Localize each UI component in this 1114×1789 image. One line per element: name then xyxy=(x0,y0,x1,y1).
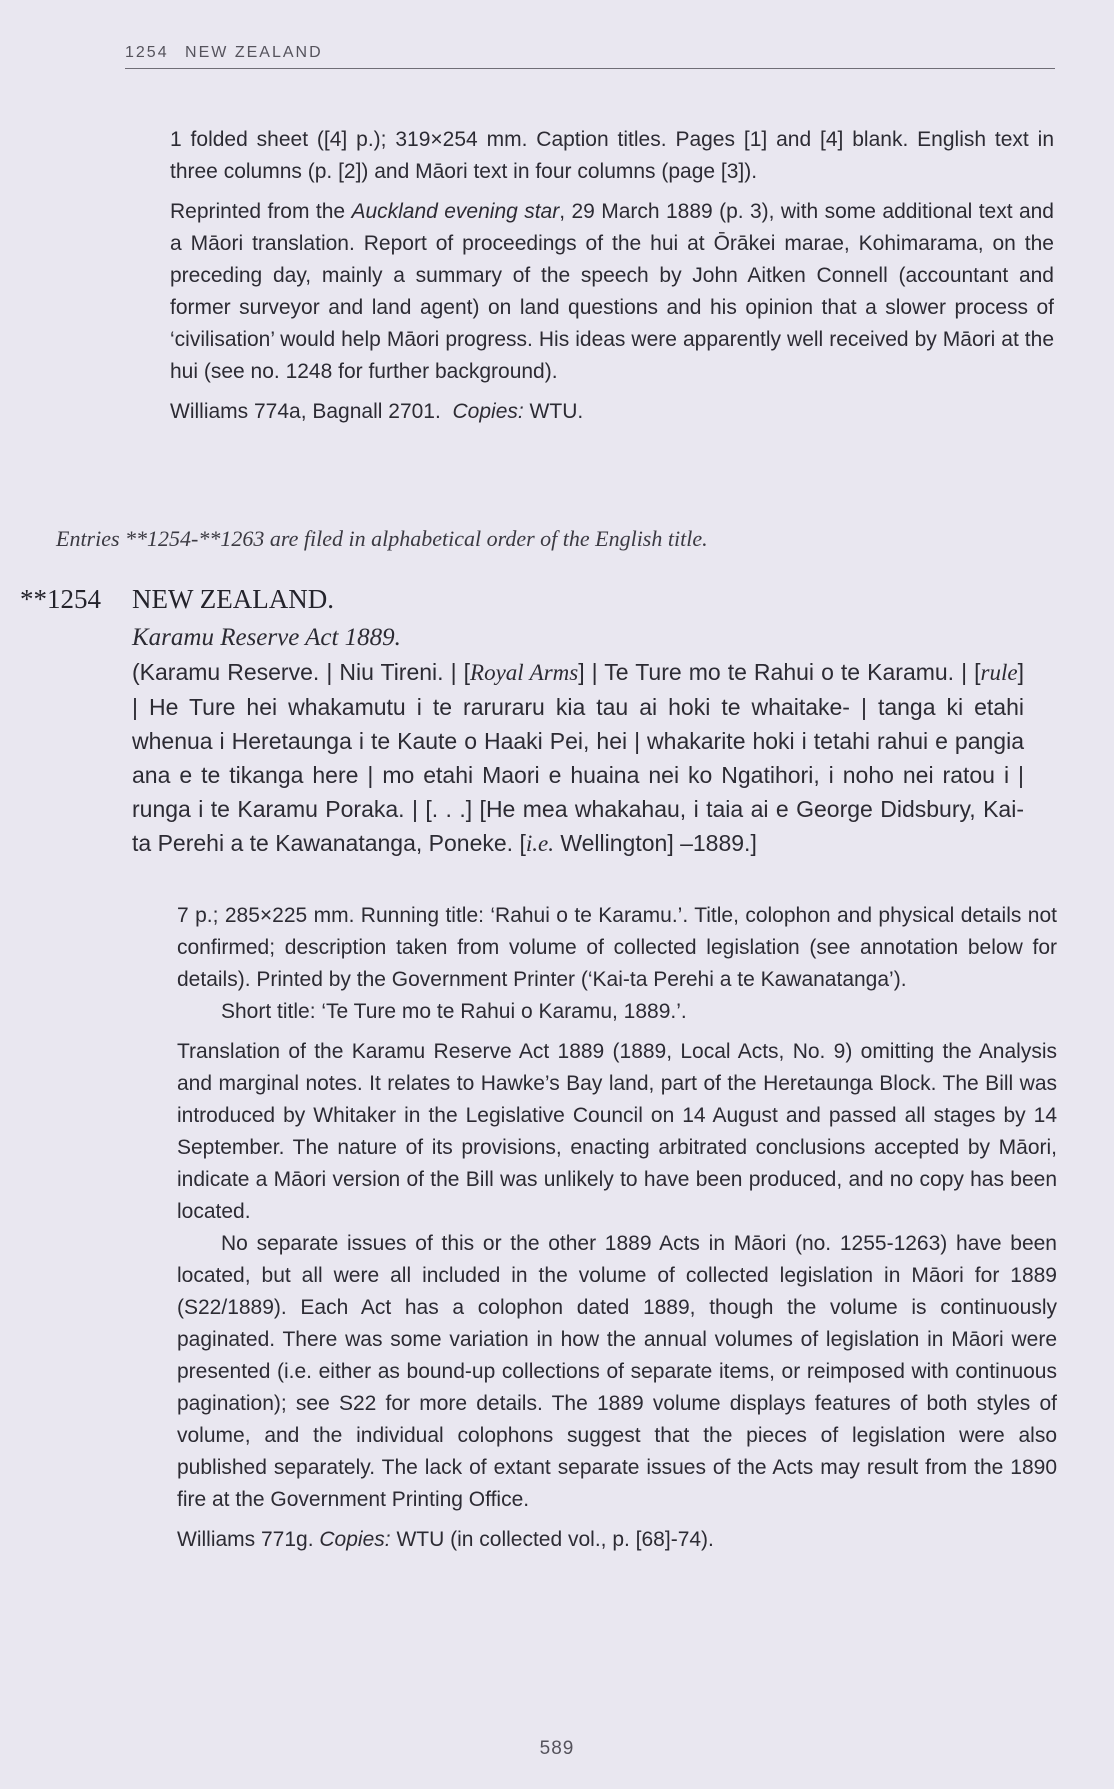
previous-entry-description xyxy=(170,196,1054,388)
refs-text: Williams 771g. xyxy=(177,1528,314,1551)
running-head-page: 1254 xyxy=(125,44,169,61)
filing-note: Entries **1254-**1263 are filed in alphabetical order of the English title. xyxy=(56,526,708,551)
entry-note-1: Translation of the Karamu Reserve Act 1889 (1889, Local Acts, No. 9) omitting the Analysis and marginal notes. It relates to Hawke’s Bay land, part of the Heretaunga Block. The Bill was introduced by Whitaker in the Legislative Council on 14 August and passed all stages by 14 September. The nature of its provisions, enacting arbitrated conclusions accepted by Māori, indicate a Māori version of the Bill was unlikely to have been produced, and no copy has been located. xyxy=(177,1040,1057,1223)
desc-text: Reprinted from the xyxy=(170,200,352,223)
transcript-arms: Royal Arms xyxy=(470,660,579,685)
previous-entry-physical: 1 folded sheet ([4] p.); 319×254 mm. Caption titles. Pages [1] and [4] blank. English text in three columns (p. [2]) and Māori text in four columns (page [3]). xyxy=(170,128,1054,183)
transcript-part: Wellington] –1889.] xyxy=(553,830,757,856)
previous-entry-references xyxy=(170,396,1054,428)
transcript-part: ] | He Ture hei whakamutu i te raruraru kia tau ai hoki te whaitake- | tanga ki etahi whenua i Heretaunga i te Kaute o Haaki Pei, hei | whakarite hoki i tetahi rahui e pangia ana e te tikanga here | mo etahi Maori e huaina nei ko Ngatihori, i noho nei ratou i | runga i te Karamu Poraka. | [. . .] [He mea whakahau, i taia ai e George Didsbury, Kai-ta Perehi a te Kawanatanga, Poneke. [ xyxy=(132,659,1024,856)
title-transcription xyxy=(132,655,1024,861)
copies-text: WTU (in collected vol., p. [68]-74). xyxy=(396,1528,714,1551)
copies-label: Copies: xyxy=(452,400,524,423)
transcript-part: (Karamu Reserve. | Niu Tireni. | [ xyxy=(132,659,471,685)
transcript-rule: rule xyxy=(980,660,1018,685)
entry-note-2: No separate issues of this or the other 1889 Acts in Māori (no. 1255-1263) have been located, but all were all included in the volume of collected legislation in Māori for 1889 (S22/1889). Each Act has a colophon dated 1889, though the volume is continuously paginated. There was some variation in how the annual volumes of legislation in Māori were presented (i.e. either as bound-up collections of separate items, or reimposed with continuous pagination); see S22 for more details. The 1889 volume displays features of both styles of volume, and the individual colophons suggest that the pieces of legislation were also published separately. The lack of extant separate issues of the Acts may result from the 1890 fire at the Government Printing Office. xyxy=(177,1232,1057,1511)
entry-references xyxy=(177,1524,1057,1556)
entry-short-title: Short title: ‘Te Ture mo te Rahui o Karamu, 1889.’. xyxy=(221,1000,687,1023)
copies-text: WTU. xyxy=(529,400,584,423)
entry-physical: 7 p.; 285×225 mm. Running title: ‘Rahui o te Karamu.’. Title, colophon and physical details not confirmed; description taken from volume of collected legislation (see annotation below for details). Printed by the Government Printer (‘Kai-ta Perehi a te Kawanatanga’). xyxy=(177,904,1057,991)
previous-entry-body xyxy=(170,124,1054,436)
entry-title: Karamu Reserve Act 1889. xyxy=(132,624,401,651)
desc-text-cont: , 29 March 1889 (p. 3), with some additional text and a Māori translation. Report of proceedings of the hui at Ōrākei marae, Kohimarama, on the preceding day, mainly a summary of the speech by John Aitken Connell (accountant and former surveyor and land agent) on land questions and his opinion that a slower process of ‘civilisation’ would help Māori progress. His ideas were apparently well received by Māori at the hui (see no. 1248 for further background). xyxy=(170,200,1054,383)
desc-source-title: Auckland evening star xyxy=(351,200,560,223)
refs-text: Williams 774a, Bagnall 2701. xyxy=(170,400,441,423)
entry-heading xyxy=(20,584,1060,615)
page-number: 589 xyxy=(539,1738,575,1759)
transcript-part: ] | Te Ture mo te Rahui o te Karamu. | [ xyxy=(578,659,981,685)
running-head-title: NEW ZEALAND xyxy=(185,44,323,61)
entry-number: **1254 xyxy=(20,584,101,614)
copies-label: Copies: xyxy=(319,1528,391,1551)
transcript-ie: i.e. xyxy=(525,831,554,856)
running-head xyxy=(125,44,1055,69)
entry-heading-text: NEW ZEALAND. xyxy=(132,584,334,614)
entry-body xyxy=(177,900,1057,1556)
